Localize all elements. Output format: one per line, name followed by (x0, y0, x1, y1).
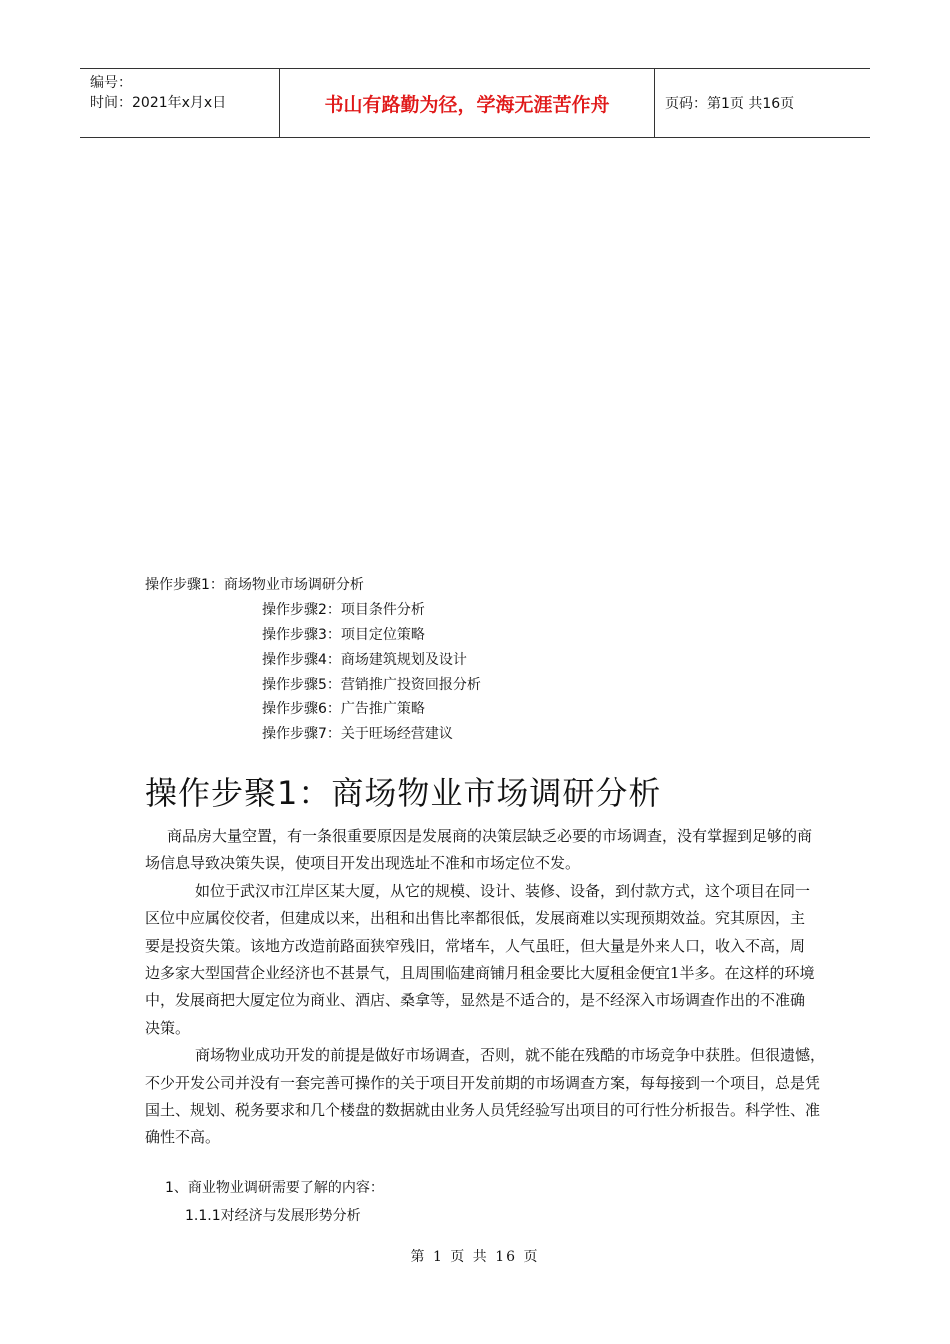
page-footer: 第 1 页 共 16 页 (410, 1249, 540, 1265)
header-page-info: 页码：第1页 共16页 (665, 96, 795, 112)
page-header (80, 68, 870, 138)
paragraph: 商场物业成功开发的前提是做好市场调查，否则，就不能在残酷的市场竞争中获胜。但很遗憾，不少开发公司并没有一套完善可操作的关于项目开发前期的市场调查方案，每每接到一个项目，总是凭国土、规划、税务要求和几个楼盘的数据就由业务人员凭经验写出项目的可行性分析报告。科学性、准确性不高。 (145, 1046, 826, 1147)
toc-item: 操作步骤2：项目条件分析 (262, 602, 425, 618)
toc-item: 操作步骤5：营销推广投资回报分析 (262, 677, 481, 693)
header-number-label: 编号： (90, 75, 132, 91)
toc-item: 操作步骤7：关于旺场经营建议 (262, 726, 453, 742)
section-heading: 操作步聚1：商场物业市场调研分析 (145, 774, 662, 812)
body-text (145, 823, 826, 1152)
toc-item: 操作步骤3：项目定位策略 (262, 627, 425, 643)
header-time-label: 时间：2021年x月x日 (90, 95, 227, 111)
header-meta (80, 69, 280, 137)
paragraph: 如位于武汉市江岸区某大厦，从它的规模、设计、装修、设备，到付款方式，这个项目在同一区位中应属佼佼者，但建成以来，出租和出售比率都很低，发展商难以实现预期效益。究其原因，主要是投资失策。该地方改造前路面狭窄残旧，常堵车，人气虽旺，但大量是外来人口，收入不高，周边多家大型国营企业经济也不甚景气，且周围临建商铺月租金要比大厦租金便宜1半多。在这样的环境中，发展商把大厦定位为商业、酒店、桑拿等，显然是不适合的，是不经深入市场调查作出的不准确决策。 (145, 881, 815, 1037)
subsection-title: 1、商业物业调研需要了解的内容： (165, 1180, 384, 1196)
toc-item: 操作步骤1：商场物业市场调研分析 (145, 577, 364, 593)
header-motto: 书山有路勤为径，学海无涯苦作舟 (280, 69, 655, 137)
toc-item: 操作步骤4：商场建筑规划及设计 (262, 652, 467, 668)
subsubsection-title: 1.1.1对经济与发展形势分析 (185, 1208, 361, 1224)
toc-item: 操作步骤6：广告推广策略 (262, 701, 425, 717)
paragraph: 商品房大量空置，有一条很重要原因是发展商的决策层缺乏必要的市场调查，没有掌握到足够的商场信息导致决策失误，使项目开发出现选址不准和市场定位不发。 (145, 827, 813, 873)
